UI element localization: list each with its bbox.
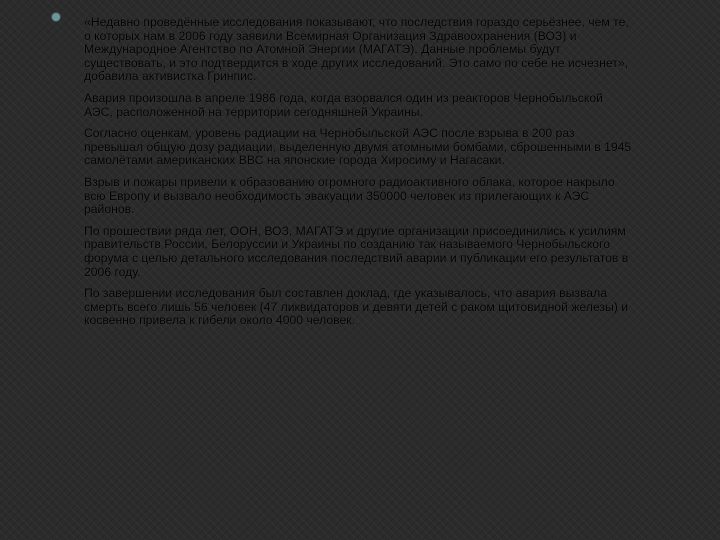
paragraph-radiation-estimate: Согласно оценкам, уровень радиации на Чернобыльской АЭС после взрыва в 200 раз превышал общую дозу радиации, выделенную двумя атомными бомбами, сброшенными в 1945 самолётами американских ВВС на японские города Хиросиму и Нагасаки.	[84, 126, 632, 168]
paragraph-study-report: По завершении исследования был составлен доклад, где указывалось, что авария вызвала смерть всего лишь 56 человек (47 ликвидаторов и девяти детей с раком щитовидной железы) и косвенно привела к гибели около 4000 человек.	[84, 286, 629, 328]
circle-bullet-icon	[52, 13, 60, 21]
paragraph-chernobyl-forum: По прошествии ряда лет, ООН, ВОЗ, МАГАТЭ и другие организации присоединились к усилиям правительств России, Белоруссии и Украины по созданию так называемого Чернобыльского форума с целью детального исследования последствий аварии и публикации его результатов в 2006 году.	[84, 223, 629, 279]
paragraph-accident-date: Авария произошла в апреле 1986 года, когда взорвался один из реакторов Чернобыльской АЭС, расположенной на территории сегодняшней Украины.	[84, 90, 603, 119]
paragraph-greenpeace-quote: «Недавно проведённые исследования показывают, что последствия гораздо серьёзнее, чем те, о которых нам в 2006 году заявили Всемирная Организация Здравоохранения (ВОЗ) и Международное Агентство по Атомной Энергии (МАГАТЭ). Данные проблемы будут существовать, и это подтвердится в ходе других исследований. Это само по себе не исчезнет», добавила активистка Гринпис.	[84, 15, 629, 84]
slide-body-text	[84, 16, 634, 336]
paragraph-radioactive-cloud: Взрыв и пожары привели к образованию огромного радиоактивного облака, которое накрыло всю Европу и вызвало необходимость эвакуации 350000 человек из прилегающих к АЭС районов.	[84, 174, 615, 217]
